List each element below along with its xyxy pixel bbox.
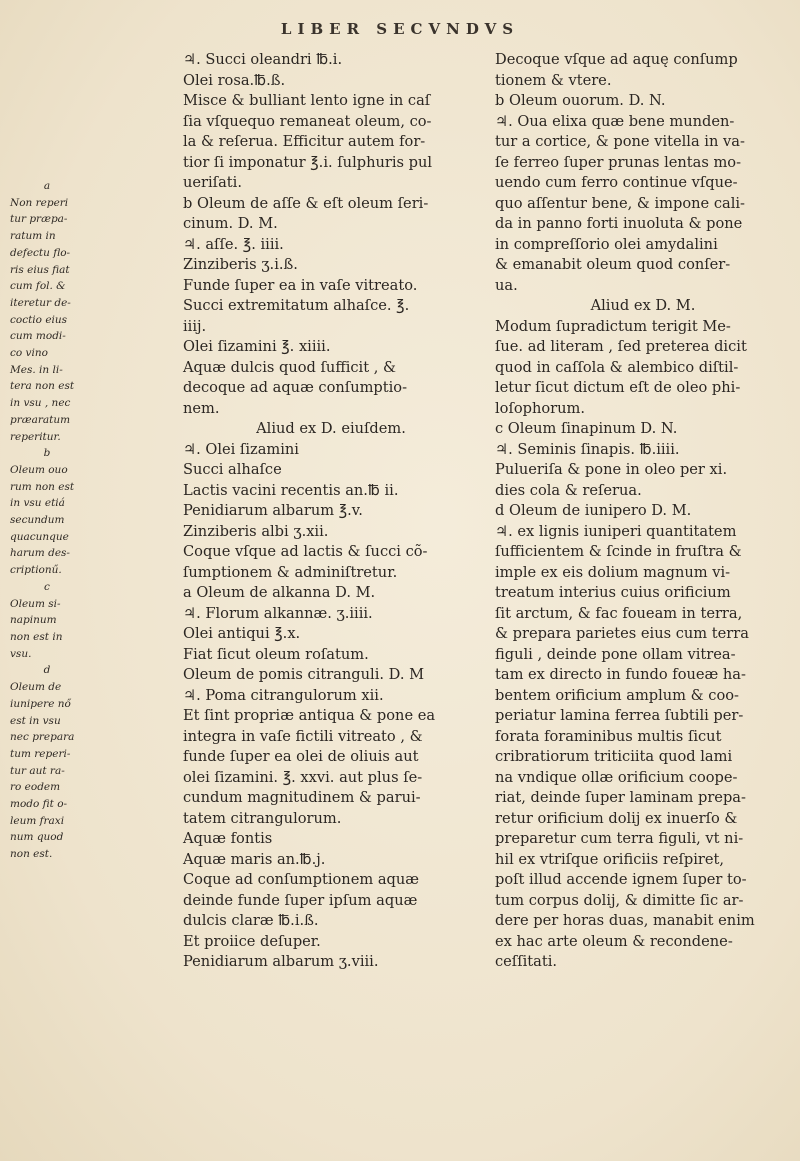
margin-note-line: non est. [10, 848, 53, 861]
text-line: & emanabit oleum quod conſer- [495, 256, 731, 273]
margin-note-line: num quod [10, 831, 64, 844]
text-line: retur orificium dolij ex inuerſo & [495, 809, 738, 827]
margin-note-line: vsu. [10, 647, 32, 660]
margin-note-line: Oleum si- [10, 597, 61, 610]
margin-note-line: c [44, 580, 50, 593]
text-line: funde ſuper ea olei de oliuis aut [183, 748, 419, 765]
text-line: ſumptionem & adminiſtretur. [183, 563, 398, 581]
text-line: Pulueriſa & pone in oleo per xi. [495, 461, 728, 478]
text-line: Aliud ex D. eiuſdem. [256, 420, 406, 437]
text-line: deinde funde ſuper ipſum aquæ [183, 891, 418, 909]
text-line: ♃. aſſe. ℥. iiii. [183, 235, 284, 253]
text-line: Decoque vſque ad aquę conſump [495, 51, 738, 68]
margin-note-line: a [43, 180, 51, 192]
text-line: periatur lamina ferrea ſubtili per- [495, 707, 744, 724]
text-line: Coque vſque ad lactis & ſucci cõ- [183, 543, 428, 560]
text-line: Et ſint propriæ antiqua & pone ea [183, 707, 436, 724]
text-line: ſufficientem & ſcinde in fruſtra & [495, 543, 742, 560]
text-line: Aliud ex D. M. [590, 297, 696, 314]
text-line: tatem citrangulorum. [183, 809, 342, 827]
text-line: quo aſſentur bene, & impone cali- [495, 194, 745, 212]
text-line: ♃. Seminis ſinapis. ℔.iiii. [495, 440, 680, 458]
margin-note-line: Oleum de [10, 681, 62, 694]
text-line: integra in vaſe fictili vitreato , & [183, 727, 423, 745]
text-line: loſophorum. [495, 399, 586, 417]
text-line: tam ex directo in fundo foueæ ha- [495, 666, 746, 683]
text-line: Oleum de pomis citranguli. D. M [183, 666, 425, 683]
text-line: ♃. Florum alkannæ. ʒ.iiii. [183, 604, 373, 622]
text-line: Coque ad conſumptionem aquæ [183, 871, 419, 888]
text-line: Lactis vacini recentis an.℔ ii. [183, 481, 399, 499]
margin-note-line: quacunque [10, 530, 69, 543]
text-line: Aquæ fontis [183, 830, 273, 847]
text-line: a Oleum de alkanna D. M. [183, 584, 376, 601]
margin-note-line: secundum [10, 514, 65, 527]
text-line: dies cola & reſerua. [495, 481, 642, 499]
text-line: imple ex eis dolium magnum vi- [495, 563, 731, 581]
text-line: Zinziberis albi ʒ.xii. [183, 522, 329, 540]
margin-note-line: d [43, 664, 51, 677]
text-line: na vndique ollæ orificium coope- [495, 768, 738, 786]
text-line: Funde ſuper ea in vaſe vitreato. [183, 276, 418, 294]
text-line: b Oleum de aſſe & eſt oleum ſeri- [183, 194, 429, 212]
margin-note-line: ratum in [10, 230, 56, 243]
text-line: cundum magnitudinem & parui- [183, 789, 421, 806]
text-line: Olei rosa.℔.ß. [183, 71, 286, 89]
margin-note-line: præaratum [10, 413, 71, 426]
text-line: forata foraminibus multis ſicut [495, 727, 722, 745]
margin-note-line: iteretur de- [10, 296, 71, 309]
text-line: Modum ſupradictum terigit Me- [495, 317, 731, 335]
margin-note-line: est in vsu [10, 714, 61, 727]
margin-note-line: coctio eius [10, 313, 68, 326]
margin-note-line: tum reperi- [10, 747, 71, 760]
text-line: olei ſizamini. ℥. xxvi. aut plus ſe- [183, 768, 423, 786]
margin-note-line: co vino [10, 347, 48, 360]
text-line: preparetur cum terra figuli, vt ni- [495, 830, 744, 847]
text-line: tur a cortice, & pone vitella in va- [495, 133, 745, 150]
margin-note-line: Mes. in li- [10, 363, 63, 376]
margin-note-line: modo fit o- [10, 798, 68, 811]
text-line: tum corpus dolij, & dimitte ſic ar- [495, 891, 744, 909]
margin-notes [10, 178, 84, 863]
text-line: ♃. Succi oleandri ℔.i. [183, 51, 343, 68]
text-line: Succi alhaſce [183, 461, 282, 478]
text-line: Et proiice deſuper. [183, 932, 321, 950]
text-line: uendo cum ferro continue vſque- [495, 174, 738, 191]
margin-note-line: ris eius fiat [10, 263, 70, 276]
text-line: la & reſerua. Efficitur autem for- [183, 133, 426, 150]
margin-note-line: tera non est [10, 380, 75, 393]
text-line: Succi extremitatum alhaſce. ℥. [183, 297, 410, 314]
text-line: quod in caſſola & alembico diſtil- [495, 358, 739, 376]
text-line: letur ſicut dictum eſt de oleo phi- [495, 379, 741, 396]
running-header: LIBER SECVNDVS [280, 20, 520, 38]
margin-note-line: harum des- [10, 547, 70, 560]
text-line: c Oleum ſinapinum D. N. [495, 420, 678, 437]
text-line: Penidiarum albarum ℥.v. [183, 502, 363, 519]
text-line: cribratiorum triticiita quod lami [495, 748, 733, 765]
margin-note-line: in vsu , nec [10, 397, 71, 410]
margin-note-line: reperitur. [10, 430, 61, 443]
margin-note-line: defectu flo- [10, 246, 71, 259]
text-line: & prepara parietes eius cum terra [495, 625, 749, 642]
margin-note-line: rum non est [10, 480, 75, 493]
text-line: Olei ſizamini ℥. xiiii. [183, 338, 331, 355]
text-line: decoque ad aquæ conſumptio- [183, 379, 408, 396]
text-line: riat, deinde ſuper laminam prepa- [495, 789, 746, 806]
margin-note-line: iunipere nő [10, 697, 71, 710]
text-line: ua. [495, 276, 518, 294]
text-line: dere per horas duas, manabit enim [495, 912, 755, 929]
text-line: ex hac arte oleum & recondene- [495, 932, 733, 950]
left-column [183, 50, 479, 973]
text-line: hil ex vtriſque orificiis reſpiret, [495, 850, 724, 868]
text-line: ♃. ex lignis iuniperi quantitatem [495, 522, 737, 540]
text-line: poſt illud accende ignem ſuper to- [495, 871, 747, 888]
text-line: Aquæ dulcis quod ſufficit , & [183, 358, 396, 376]
margin-note-line: b [43, 447, 51, 460]
text-line: ♃. Oua elixa quæ bene munden- [495, 112, 735, 130]
margin-note-line: in vsu etiá [10, 497, 65, 510]
text-line: Zinziberis ʒ.i.ß. [183, 256, 298, 273]
text-line: ♃. Poma citrangulorum xii. [183, 686, 384, 704]
text-line: Fiat ſicut oleum roſatum. [183, 645, 369, 663]
margin-note-line: criptionű. [10, 564, 62, 577]
margin-note-line: cum modi- [10, 330, 66, 343]
text-line: tior ſi imponatur ℥.i. ſulphuris pul [183, 153, 433, 171]
text-line: tionem & vtere. [495, 71, 612, 89]
text-line: treatum interius cuius orificium [495, 584, 731, 601]
margin-note-line: tur aut ra- [10, 764, 65, 777]
right-column [495, 50, 791, 973]
margin-note-line: leum fraxi [10, 814, 65, 827]
margin-note-line: ro eodem [10, 781, 61, 794]
text-line: b Oleum ouorum. D. N. [495, 92, 666, 109]
text-line: cinum. D. M. [183, 215, 278, 232]
text-line: Aquæ maris an.℔.j. [183, 850, 326, 868]
text-line: ceſſitati. [495, 953, 558, 970]
text-line: ſit arctum, & fac foueam in terra, [495, 604, 743, 622]
text-line: nem. [183, 399, 220, 417]
text-line: d Oleum de iunipero D. M. [495, 502, 692, 519]
text-line: ſe ferreo ſuper prunas lentas mo- [495, 153, 742, 171]
text-line: figuli , deinde pone ollam vitrea- [495, 645, 736, 663]
text-line: iiij. [183, 317, 207, 335]
margin-note-line: tur præpa- [10, 213, 68, 226]
text-line: Olei antiqui ℥.x. [183, 625, 301, 642]
text-line: ueriſati. [183, 174, 242, 191]
text-line: bentem orificium amplum & coo- [495, 686, 739, 704]
text-line: da in panno forti inuoluta & pone [495, 215, 743, 232]
text-line: ſia vſquequo remaneat oleum, co- [183, 112, 432, 130]
margin-note-line: cum fol. & [10, 280, 66, 293]
margin-note-line: non est in [10, 630, 63, 643]
text-line: dulcis claræ ℔.i.ß. [183, 912, 319, 929]
text-line: ♃. Olei ſizamini [183, 440, 299, 458]
margin-note-line: Oleum ouo [10, 463, 68, 476]
margin-note-line: napinum [10, 614, 57, 627]
text-line: in compreſſorio olei amydalini [495, 235, 718, 253]
text-line: Penidiarum albarum ʒ.viii. [183, 953, 379, 970]
margin-note-line: nec prepara [10, 731, 75, 744]
margin-note-line: Non reperi [10, 196, 69, 209]
text-line: Misce & bulliant lento igne in caſ [183, 92, 431, 109]
text-line: ſue. ad literam , ſed preterea dicit [495, 338, 747, 355]
